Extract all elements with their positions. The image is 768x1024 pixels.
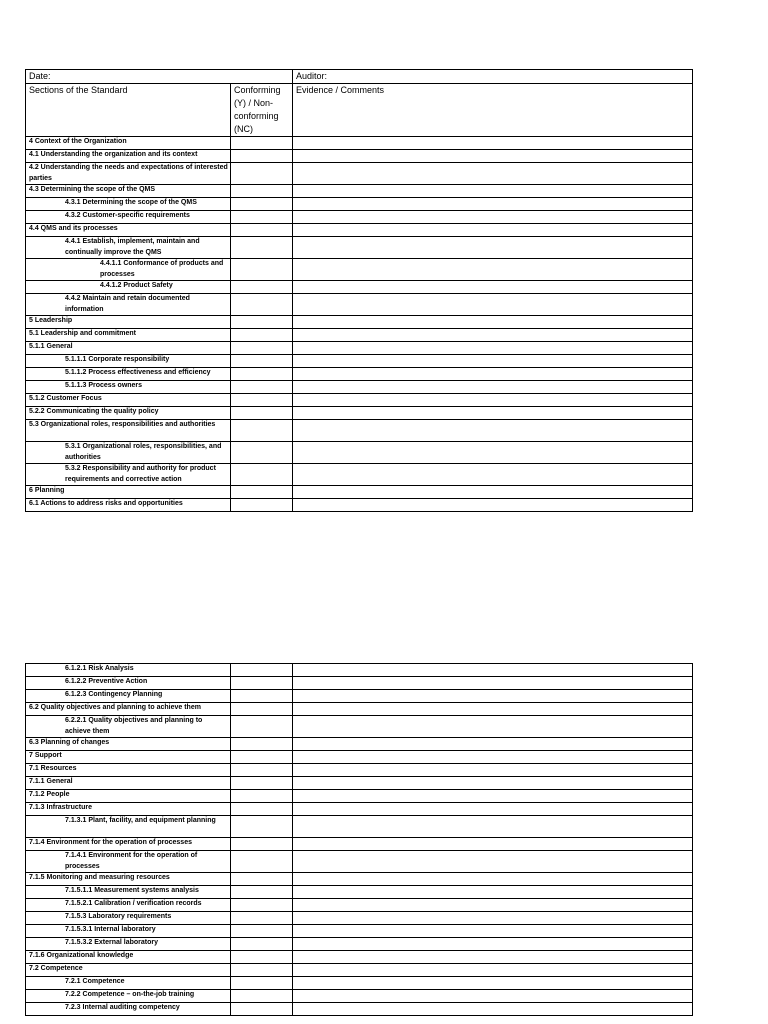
checklist-row xyxy=(26,951,693,964)
conforming-cell[interactable] xyxy=(231,777,293,790)
evidence-cell[interactable] xyxy=(293,964,693,977)
evidence-cell[interactable] xyxy=(293,816,693,838)
checklist-row xyxy=(26,420,693,442)
checklist-row xyxy=(26,938,693,951)
checklist-row xyxy=(26,407,693,420)
checklist-row xyxy=(26,964,693,977)
conforming-cell[interactable] xyxy=(231,738,293,751)
checklist-row xyxy=(26,486,693,499)
checklist-row xyxy=(26,977,693,990)
checklist-row xyxy=(26,777,693,790)
conforming-cell[interactable] xyxy=(231,368,293,381)
checklist-row xyxy=(26,886,693,899)
conforming-cell[interactable] xyxy=(231,316,293,329)
section-label: 7.1.5.2.1 Calibration / verification records xyxy=(26,899,231,912)
section-label: 7.2.3 Internal auditing competency xyxy=(26,1003,231,1016)
evidence-cell[interactable] xyxy=(293,938,693,951)
evidence-cell[interactable] xyxy=(293,237,693,259)
conforming-cell[interactable] xyxy=(231,137,293,150)
evidence-cell[interactable] xyxy=(293,690,693,703)
evidence-cell[interactable] xyxy=(293,838,693,851)
checklist-row xyxy=(26,751,693,764)
section-label: 6 Planning xyxy=(26,486,231,499)
section-label: 7.1.5 Monitoring and measuring resources xyxy=(26,873,231,886)
section-label: 7.1.5.1.1 Measurement systems analysis xyxy=(26,886,231,899)
section-label: 6.1.2.1 Risk Analysis xyxy=(26,664,231,677)
evidence-cell[interactable] xyxy=(293,677,693,690)
evidence-cell[interactable] xyxy=(293,716,693,738)
checklist-row xyxy=(26,294,693,316)
section-label: 7.1.5.3.1 Internal laboratory xyxy=(26,925,231,938)
checklist-row xyxy=(26,690,693,703)
evidence-cell[interactable] xyxy=(293,198,693,211)
section-label: 5.3 Organizational roles, responsibilities and authorities xyxy=(26,420,231,442)
checklist-row xyxy=(26,198,693,211)
conforming-cell[interactable] xyxy=(231,1003,293,1016)
section-label: 5.1.1.2 Process effectiveness and efficiency xyxy=(26,368,231,381)
checklist-row xyxy=(26,329,693,342)
checklist-row xyxy=(26,851,693,873)
date-field[interactable]: Date: xyxy=(26,70,293,84)
section-label: 4.3.1 Determining the scope of the QMS xyxy=(26,198,231,211)
section-label: 7.2 Competence xyxy=(26,964,231,977)
checklist-row xyxy=(26,442,693,464)
checklist-row xyxy=(26,137,693,150)
evidence-cell[interactable] xyxy=(293,355,693,368)
section-label: 7.1 Resources xyxy=(26,764,231,777)
checklist-row xyxy=(26,703,693,716)
section-label: 6.1.2.2 Preventive Action xyxy=(26,677,231,690)
conforming-column-header: Conforming (Y) / Non-conforming (NC) xyxy=(231,84,293,137)
section-label: 4.4 QMS and its processes xyxy=(26,224,231,237)
evidence-cell[interactable] xyxy=(293,163,693,185)
conforming-cell[interactable] xyxy=(231,664,293,677)
evidence-cell[interactable] xyxy=(293,925,693,938)
section-label: 4.4.2 Maintain and retain documented information xyxy=(26,294,231,316)
section-label: 5.1.1 General xyxy=(26,342,231,355)
evidence-cell[interactable] xyxy=(293,294,693,316)
auditor-field[interactable]: Auditor: xyxy=(293,70,693,84)
evidence-cell[interactable] xyxy=(293,407,693,420)
audit-checklist-table-1 xyxy=(25,69,693,512)
conforming-cell[interactable] xyxy=(231,886,293,899)
section-label: 7.1.2 People xyxy=(26,790,231,803)
evidence-cell[interactable] xyxy=(293,764,693,777)
evidence-cell[interactable] xyxy=(293,1003,693,1016)
conforming-cell[interactable] xyxy=(231,964,293,977)
evidence-cell[interactable] xyxy=(293,342,693,355)
evidence-cell[interactable] xyxy=(293,224,693,237)
evidence-cell[interactable] xyxy=(293,790,693,803)
conforming-cell[interactable] xyxy=(231,925,293,938)
section-label: 7.1.5.3 Laboratory requirements xyxy=(26,912,231,925)
conforming-cell[interactable] xyxy=(231,150,293,163)
conforming-cell[interactable] xyxy=(231,342,293,355)
section-label: 5.1 Leadership and commitment xyxy=(26,329,231,342)
section-label: 7.1.1 General xyxy=(26,777,231,790)
checklist-row xyxy=(26,716,693,738)
checklist-row xyxy=(26,838,693,851)
audit-checklist-table-2 xyxy=(25,663,693,1016)
section-label: 7.1.6 Organizational knowledge xyxy=(26,951,231,964)
evidence-cell[interactable] xyxy=(293,211,693,224)
conforming-cell[interactable] xyxy=(231,420,293,442)
checklist-row xyxy=(26,224,693,237)
header-row-columns xyxy=(26,84,693,137)
evidence-cell[interactable] xyxy=(293,394,693,407)
conforming-cell[interactable] xyxy=(231,677,293,690)
conforming-cell[interactable] xyxy=(231,803,293,816)
conforming-cell[interactable] xyxy=(231,499,293,512)
conforming-cell[interactable] xyxy=(231,329,293,342)
evidence-cell[interactable] xyxy=(293,499,693,512)
checklist-row xyxy=(26,664,693,677)
section-label: 4.2 Understanding the needs and expectations of interested parties xyxy=(26,163,231,185)
conforming-cell[interactable] xyxy=(231,355,293,368)
checklist-row xyxy=(26,316,693,329)
section-label: 7.1.4.1 Environment for the operation of processes xyxy=(26,851,231,873)
conforming-cell[interactable] xyxy=(231,163,293,185)
section-label: 7 Support xyxy=(26,751,231,764)
evidence-cell[interactable] xyxy=(293,990,693,1003)
evidence-cell[interactable] xyxy=(293,851,693,873)
checklist-row xyxy=(26,677,693,690)
evidence-cell[interactable] xyxy=(293,368,693,381)
section-label: 4.3.2 Customer-specific requirements xyxy=(26,211,231,224)
conforming-cell[interactable] xyxy=(231,394,293,407)
evidence-cell[interactable] xyxy=(293,420,693,442)
section-label: 5 Leadership xyxy=(26,316,231,329)
checklist-row xyxy=(26,342,693,355)
conforming-cell[interactable] xyxy=(231,790,293,803)
evidence-cell[interactable] xyxy=(293,738,693,751)
conforming-cell[interactable] xyxy=(231,237,293,259)
section-label: 5.1.1.1 Corporate responsibility xyxy=(26,355,231,368)
checklist-row xyxy=(26,1003,693,1016)
conforming-cell[interactable] xyxy=(231,751,293,764)
evidence-cell[interactable] xyxy=(293,281,693,294)
conforming-cell[interactable] xyxy=(231,690,293,703)
section-label: 7.1.4 Environment for the operation of processes xyxy=(26,838,231,851)
checklist-row xyxy=(26,990,693,1003)
conforming-cell[interactable] xyxy=(231,716,293,738)
evidence-cell[interactable] xyxy=(293,886,693,899)
evidence-cell[interactable] xyxy=(293,185,693,198)
checklist-row xyxy=(26,912,693,925)
evidence-cell[interactable] xyxy=(293,899,693,912)
header-row-date-auditor xyxy=(26,70,693,84)
conforming-cell[interactable] xyxy=(231,703,293,716)
section-label: 4.3 Determining the scope of the QMS xyxy=(26,185,231,198)
conforming-cell[interactable] xyxy=(231,838,293,851)
checklist-row xyxy=(26,790,693,803)
evidence-cell[interactable] xyxy=(293,329,693,342)
section-label: 5.2.2 Communicating the quality policy xyxy=(26,407,231,420)
section-label: 7.2.1 Competence xyxy=(26,977,231,990)
checklist-row xyxy=(26,738,693,751)
section-label: 5.3.1 Organizational roles, responsibilities, and authorities xyxy=(26,442,231,464)
conforming-cell[interactable] xyxy=(231,281,293,294)
conforming-cell[interactable] xyxy=(231,899,293,912)
conforming-cell[interactable] xyxy=(231,873,293,886)
evidence-cell[interactable] xyxy=(293,803,693,816)
section-label: 5.1.2 Customer Focus xyxy=(26,394,231,407)
evidence-column-header: Evidence / Comments xyxy=(293,84,693,137)
checklist-row xyxy=(26,259,693,281)
evidence-cell[interactable] xyxy=(293,486,693,499)
checklist-row xyxy=(26,394,693,407)
evidence-cell[interactable] xyxy=(293,912,693,925)
conforming-cell[interactable] xyxy=(231,912,293,925)
checklist-row xyxy=(26,237,693,259)
evidence-cell[interactable] xyxy=(293,381,693,394)
evidence-cell[interactable] xyxy=(293,703,693,716)
section-label: 4.4.1.1 Conformance of products and processes xyxy=(26,259,231,281)
conforming-cell[interactable] xyxy=(231,407,293,420)
evidence-cell[interactable] xyxy=(293,977,693,990)
checklist-row xyxy=(26,925,693,938)
evidence-cell[interactable] xyxy=(293,259,693,281)
conforming-cell[interactable] xyxy=(231,851,293,873)
checklist-row xyxy=(26,873,693,886)
checklist-row xyxy=(26,803,693,816)
evidence-cell[interactable] xyxy=(293,316,693,329)
evidence-cell[interactable] xyxy=(293,442,693,464)
section-label: 7.1.3.1 Plant, facility, and equipment planning xyxy=(26,816,231,838)
section-label: 4.4.1 Establish, implement, maintain and continually improve the QMS xyxy=(26,237,231,259)
conforming-cell[interactable] xyxy=(231,198,293,211)
checklist-row xyxy=(26,499,693,512)
checklist-row xyxy=(26,185,693,198)
section-label: 5.3.2 Responsibility and authority for product requirements and corrective action xyxy=(26,464,231,486)
section-label: 6.2 Quality objectives and planning to achieve them xyxy=(26,703,231,716)
evidence-cell[interactable] xyxy=(293,664,693,677)
conforming-cell[interactable] xyxy=(231,185,293,198)
conforming-cell[interactable] xyxy=(231,951,293,964)
conforming-cell[interactable] xyxy=(231,224,293,237)
section-label: 7.1.5.3.2 External laboratory xyxy=(26,938,231,951)
checklist-row xyxy=(26,368,693,381)
conforming-cell[interactable] xyxy=(231,486,293,499)
section-label: 4.1 Understanding the organization and its context xyxy=(26,150,231,163)
section-label: 7.2.2 Competence – on-the-job training xyxy=(26,990,231,1003)
section-label: 6.1 Actions to address risks and opportunities xyxy=(26,499,231,512)
evidence-cell[interactable] xyxy=(293,137,693,150)
section-label: 4 Context of the Organization xyxy=(26,137,231,150)
checklist-row xyxy=(26,899,693,912)
checklist-row xyxy=(26,281,693,294)
evidence-cell[interactable] xyxy=(293,464,693,486)
conforming-cell[interactable] xyxy=(231,259,293,281)
conforming-cell[interactable] xyxy=(231,977,293,990)
sections-column-header: Sections of the Standard xyxy=(26,84,231,137)
conforming-cell[interactable] xyxy=(231,764,293,777)
checklist-row xyxy=(26,163,693,185)
evidence-cell[interactable] xyxy=(293,873,693,886)
checklist-row xyxy=(26,464,693,486)
conforming-cell[interactable] xyxy=(231,381,293,394)
section-label: 6.2.2.1 Quality objectives and planning to achieve them xyxy=(26,716,231,738)
checklist-row xyxy=(26,150,693,163)
conforming-cell[interactable] xyxy=(231,938,293,951)
checklist-row xyxy=(26,355,693,368)
section-label: 7.1.3 Infrastructure xyxy=(26,803,231,816)
evidence-cell[interactable] xyxy=(293,777,693,790)
section-label: 6.3 Planning of changes xyxy=(26,738,231,751)
section-label: 5.1.1.3 Process owners xyxy=(26,381,231,394)
evidence-cell[interactable] xyxy=(293,951,693,964)
evidence-cell[interactable] xyxy=(293,751,693,764)
checklist-row xyxy=(26,381,693,394)
checklist-row xyxy=(26,211,693,224)
conforming-cell[interactable] xyxy=(231,294,293,316)
conforming-cell[interactable] xyxy=(231,464,293,486)
conforming-cell[interactable] xyxy=(231,990,293,1003)
conforming-cell[interactable] xyxy=(231,211,293,224)
section-label: 6.1.2.3 Contingency Planning xyxy=(26,690,231,703)
checklist-row xyxy=(26,764,693,777)
conforming-cell[interactable] xyxy=(231,816,293,838)
checklist-row xyxy=(26,816,693,838)
conforming-cell[interactable] xyxy=(231,442,293,464)
evidence-cell[interactable] xyxy=(293,150,693,163)
section-label: 4.4.1.2 Product Safety xyxy=(26,281,231,294)
